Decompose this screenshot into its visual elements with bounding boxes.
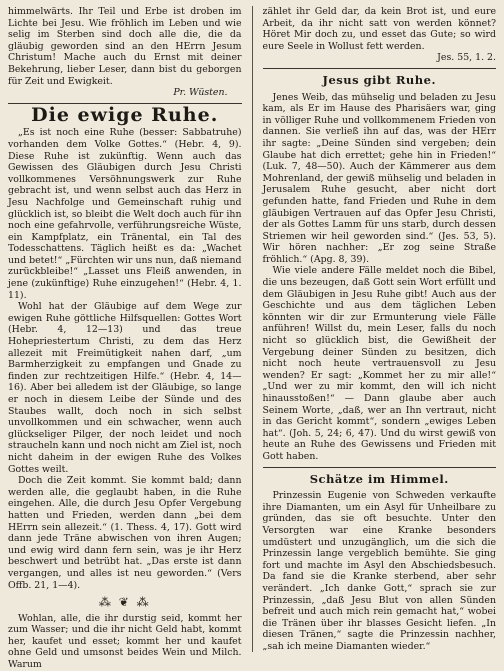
right-column: [263, 6, 497, 652]
author-signature: Pr. Wüsten.: [173, 87, 228, 99]
article-title: Schätze im Himmel.: [309, 471, 449, 486]
article-title: Jesus gibt Ruhe.: [322, 72, 436, 87]
scripture-reference: Jes. 55, 1. 2.: [437, 52, 496, 64]
paragraph: Wohlan, alle, die ihr durstig seid, kommt her zum Wasser; und die ihr nicht Geld habt, kommt her, kaufet und esset; kommt her und kaufet ohne Geld und umsonst beides Wein und Milch. Warum: [8, 612, 242, 671]
article-title: Die ewige Ruhe.: [31, 103, 219, 126]
column-separator: [252, 6, 253, 652]
paragraph: Jenes Weib, das mühselig und beladen zu Jesu kam, als Er im Hause des Pharisäers war, ging in völliger Ruhe und vollkommenem Frieden von dannen. Sie verließ ihn auf das, was der HErr ihr sagte: „Deine Sünden sind vergeben; dein Glaube hat dich errettet; gehe hin in Frieden!“ (Luk. 7, 48—50). Auch der Kämmerer aus dem Mohrenland, der gewiß mühselig und beladen in Jerusalem Ruhe gesucht, aber nicht dort gefunden hatte, fand Frieden und Ruhe in dem gläubigen Vertrauen auf das Opfer Jesu Christi, der als Gottes Lamm für uns starb, durch dessen Striemen wir heil geworden sind.“ (Jes. 53, 5). Wir hören nachher: „Er zog seine Straße fröhlich.“ (Apg. 8, 39).: [262, 91, 496, 265]
divider-line: [263, 68, 497, 69]
paragraph: Wohl hat der Gläubige auf dem Wege zur ewigen Ruhe göttliche Hilfsquellen: Gottes Wort (Hebr. 4, 12—13) und das treue Hohepriestertum Christi, zu dem das Herz allezeit mit Freimütigkeit nahen darf, „um Barmherzigkeit zu empfangen und Gnade zu finden zur rechtzeitigen Hilfe.“ (Hebr. 4, 14—16). Aber bei alledem ist der Gläubige, so lange er noch in diesem Leibe der Sünde und des Staubes wallt, doch noch in sich selbst unvollkommen und ein schwacher, wenn auch glückseliger Pilger, der noch leidet und noch straucheln kann und noch nicht am Ziel ist, noch nicht daheim in der ewigen Ruhe des Volkes Gottes weilt.: [8, 301, 242, 475]
divider-line: [263, 467, 497, 468]
paragraph: „Es ist noch eine Ruhe (besser: Sabbatruhe) vorhanden dem Volke Gottes.“ (Hebr. 4, 9). Diese Ruhe ist zukünftig. Wenn auch das Gewissen des Gläubigen durch Jesu Christi vollkommenes Versöhnungswerk zur Ruhe gebracht ist, und wenn selbst auch das Herz in Jesu Nachfolge und Gemeinschaft ruhig und glücklich ist, so bleibt die Welt doch auch für ihn noch eine gefahrvolle, verführungsreiche Wüste, ein Kampfplatz, ein Tränental, ein Tal des Todesschattens. Täglich heißt es da: „Wachet und betet!“ „Fürchten wir uns nun, daß niemand zurückbleibe!“ „Lasset uns Fleiß anwenden, in jene (zukünftige) Ruhe einzugehen!“ (Hebr. 4, 1. 11).: [8, 127, 242, 301]
paragraph: himmelwärts. Ihr Teil und Erbe ist droben im Lichte bei Jesu. Wie fröhlich im Leben und wie selig im Sterben sind doch alle die, die da gläubig geworden sind an den HErrn Jesum Christum! Mache auch du Ernst mit deiner Bekehrung, lieber Leser, dann bist du geborgen für Zeit und Ewigkeit.: [8, 6, 242, 87]
paragraph: zählet ihr Geld dar, da kein Brot ist, und eure Arbeit, da ihr nicht satt von werden könnet? Höret Mir doch zu, und esset das Gute; so wird eure Seele in Wollust fett werden.: [262, 6, 496, 52]
left-column: [8, 6, 242, 671]
paragraph: Wie viele andere Fälle meldet noch die Bibel, die uns bezeugen, daß Gott sein Wort erfüllt und dem Gläubigen in Jesu Ruhe gibt! Auch aus der Geschichte und aus dem täglichen Leben könnten wir dir zur Ermunterung viele Fälle anführen! Willst du, mein Leser, falls du noch nicht so glücklich bist, die Gewißheit der Vergebung deiner Sünden zu besitzen, dich nicht noch heute vertrauensvoll zu Jesu wenden? Er sagt: „Kommet her zu mir alle!“ „Und wer zu mir kommt, den will ich nicht hinausstoßen!“ — Dann glaube aber auch Seinem Worte, „daß, wer an Ihn vertraut, nicht in das Gericht kommt“, sondern „ewiges Leben hat“. (Joh. 5, 24; 6, 47). Und du wirst gewiß von heute an Ruhe des Gewissens und Frieden mit Gott haben.: [262, 265, 496, 462]
paragraph: Doch die Zeit kommt. Sie kommt bald; dann werden alle, die geglaubt haben, in die Ruhe eingehen. Alle, die durch Jesu Opfer Vergebung hatten und Frieden, werden dann „bei dem HErrn sein allezeit.“ (1. Thess. 4, 17). Gott wird dann jede Träne abwischen von ihren Augen; und ewig wird dann fern sein, was je ihr Herz beschwert und betrübt hat. „Das erste ist dann vergangen, und alles ist neu geworden.“ (Vers Offb. 21, 1—4).: [8, 475, 242, 591]
paragraph: Prinzessin Eugenie von Schweden verkaufte ihre Diamanten, um ein Asyl für Unheilbare zu gründen, das sie oft besuchte. Unter den Versorgten war eine Kranke besonders umdüstert und unzugänglich, um die sich die Prinzessin lange vergeblich bemühte. Sie ging fort und machte im Asyl den Abschiedsbesuch. Da fand sie die Kranke sterbend, aber sehr verändert. „Ich danke Gott,“ sprach sie zur Prinzessin, „daß Jesu Blut von allen Sünden befreit und auch mich rein gemacht hat,“ wobei die Tränen über ihr blasses Gesicht liefen. „In diesen Tränen,“ sagte die Prinzessin nachher, „sah ich meine Diamanten wieder.“: [262, 490, 496, 652]
ornament-icon: ⁂ ❦ ⁂: [98, 595, 151, 610]
